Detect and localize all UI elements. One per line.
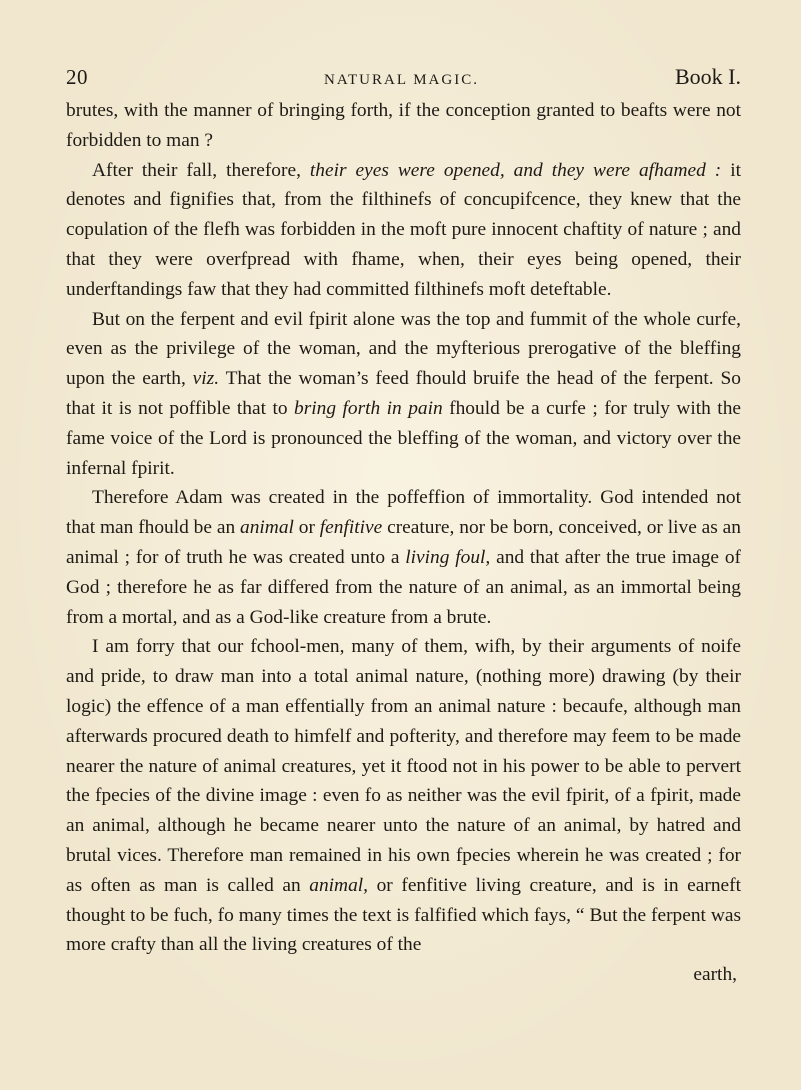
- text-run: fhould be a curfe ; for truly with the fame voice of the Lord is pronounced the bleffing of the woman, and victory over the infernal fpirit.: [66, 397, 741, 479]
- body-text: [66, 96, 741, 960]
- text-run: it denotes and fignifies that, from the filthinefs of concupifcence, they knew that the copulation of the flefh was forbidden in the moft pure innocent chaftity of nature ; and that they were overfpread with fhame, when, their eyes being opened, their underftandings faw that they had committed filthinefs moft deteftable.: [66, 159, 741, 300]
- running-title: NATURAL MAGIC.: [324, 72, 479, 88]
- paragraph: [66, 156, 741, 305]
- italic-text: animal: [240, 517, 294, 539]
- paragraph: [66, 305, 741, 484]
- paragraph: [66, 483, 741, 632]
- paragraph: [66, 96, 741, 156]
- book-label: Book I.: [674, 64, 741, 89]
- italic-text: bring forth in pain: [294, 397, 443, 419]
- text-run: Therefore Adam was created in the poffeffion of immortality. God intended not that man fhould be an: [66, 487, 741, 539]
- paragraph: [66, 632, 741, 960]
- catchword: earth,: [693, 964, 737, 986]
- text-run: or: [293, 517, 320, 539]
- italic-text: living foul,: [405, 546, 491, 568]
- italic-text: viz.: [192, 368, 220, 390]
- text-run: After their fall, therefore,: [92, 159, 310, 181]
- text-run: creature, nor be born, conceived, or live as an animal ; for of truth he was created unto a: [66, 517, 741, 568]
- italic-text: fenfitive: [319, 517, 383, 539]
- page-number: 20: [66, 65, 88, 89]
- italic-text: their eyes were opened, and they were afhamed :: [309, 159, 722, 181]
- text-run: That the woman’s feed fhould bruife the head of the ferpent. So that it is not poffible that to: [66, 368, 741, 419]
- text-run: or fenfitive living creature, and is in earneft thought to be fuch, fo many times the text is falfified which fays, “ But the ferpent was more crafty than all the living creatures of the: [66, 874, 741, 956]
- italic-text: animal,: [309, 874, 368, 896]
- text-run: and that after the true image of God ; therefore he as far differed from the nature of an animal, as an immortal being from a mortal, and as a God-like creature from a brute.: [66, 546, 741, 628]
- text-run: I am forry that our fchool-men, many of them, wifh, by their arguments of noife and pride, to draw man into a total animal nature, (nothing more) drawing (by their logic) the effence of a man effentially from an animal nature : becaufe, although man afterwards procured death to himfelf and pofterity, and therefore may feem to be made nearer the nature of animal creatures, yet it ftood not in his power to be able to pervert the fpecies of the divine image : even fo as neither was the evil fpirit, of a fpirit, made an animal, although he became nearer unto the nature of an animal, by hatred and brutal vices. Therefore man remained in his own fpecies wherein he was created ; for as often as man is called an: [66, 636, 741, 896]
- text-run: But on the ferpent and evil fpirit alone was the top and fummit of the whole curfe, even as the privilege of the woman, and the myfterious prerogative of the bleffing upon the earth,: [66, 308, 741, 390]
- running-head: [66, 64, 741, 92]
- text-run: brutes, with the manner of bringing forth, if the conception granted to beafts were not forbidden to man ?: [66, 100, 741, 151]
